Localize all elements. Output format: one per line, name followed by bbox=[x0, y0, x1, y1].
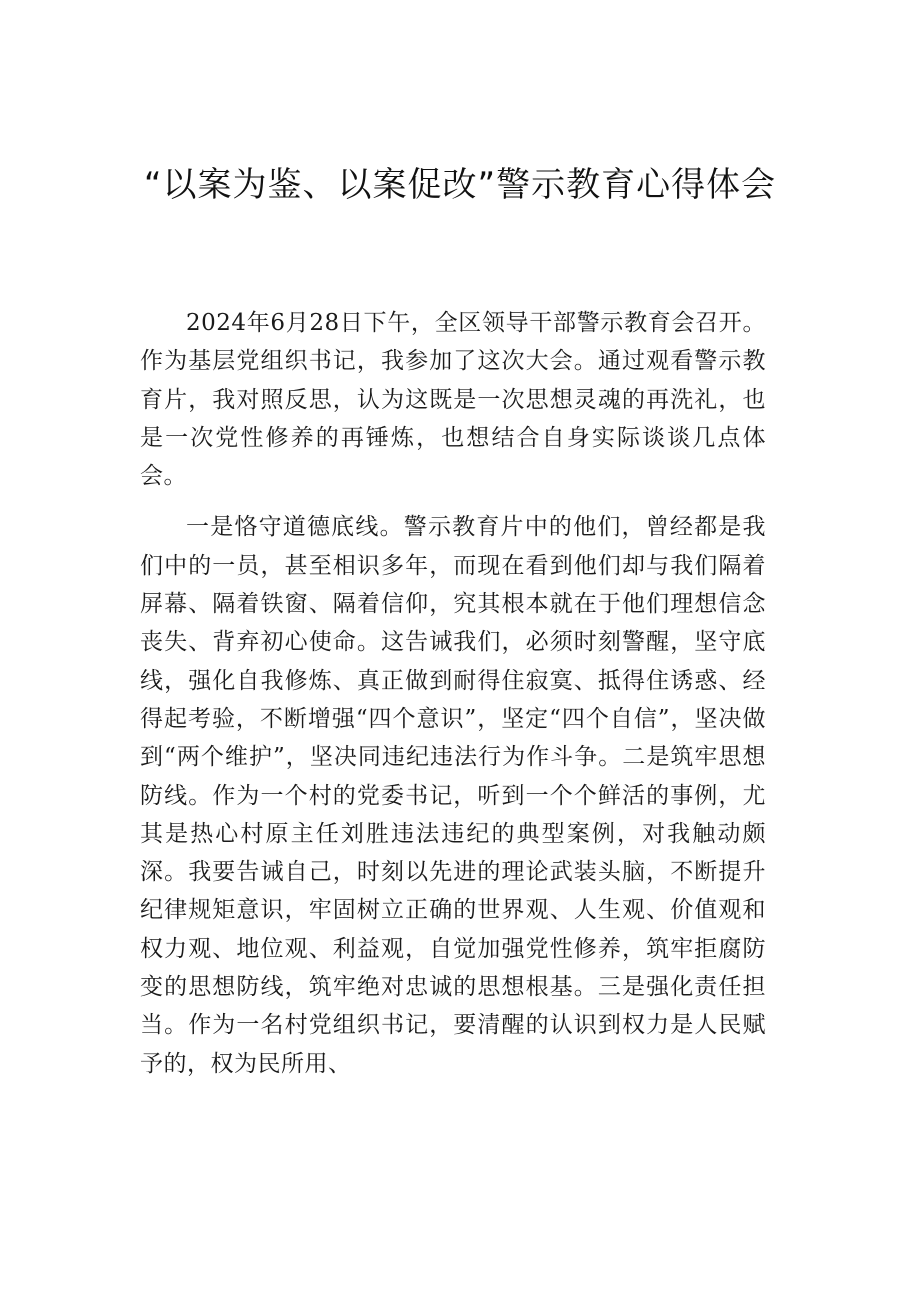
paragraph-intro: 2024年6月28日下午，全区领导干部警示教育会召开。作为基层党组织书记，我参加了这次大会。通过观看警示教育片，我对照反思，认为这既是一次思想灵魂的再洗礼，也是一次党性修养的再锤炼，也想结合自身实际谈谈几点体会。 bbox=[140, 310, 766, 490]
document-title: “以案为鉴、以案促改”警示教育心得体会 bbox=[143, 165, 777, 205]
document-body bbox=[140, 304, 766, 1096]
paragraph-main: 一是恪守道德底线。警示教育片中的他们，曾经都是我们中的一员，甚至相识多年，而现在看到他们却与我们隔着屏幕、隔着铁窗、隔着信仰，究其根本就在于他们理想信念丧失、背弃初心使命。这告诫我们，必须时刻警醒，坚守底线，强化自我修炼、真正做到耐得住寂寞、抵得住诱惑、经得起考验，不断增强“四个意识”，坚定“四个自信”，坚决做到“两个维护”，坚决同违纪违法行为作斗争。二是筑牢思想防线。作为一个村的党委书记，听到一个个鲜活的事例，尤其是热心村原主任刘胜违法违纪的典型案例，对我触动颇深。我要告诫自己，时刻以先进的理论武装头脑，不断提升纪律规矩意识，牢固树立正确的世界观、人生观、价值观和权力观、地位观、利益观，自觉加强党性修养，筑牢拒腐防变的思想防线，筑牢绝对忠诚的思想根基。三是强化责任担当。作为一名村党组织书记，要清醒的认识到权力是人民赋予的，权为民所用、 bbox=[140, 514, 766, 1077]
